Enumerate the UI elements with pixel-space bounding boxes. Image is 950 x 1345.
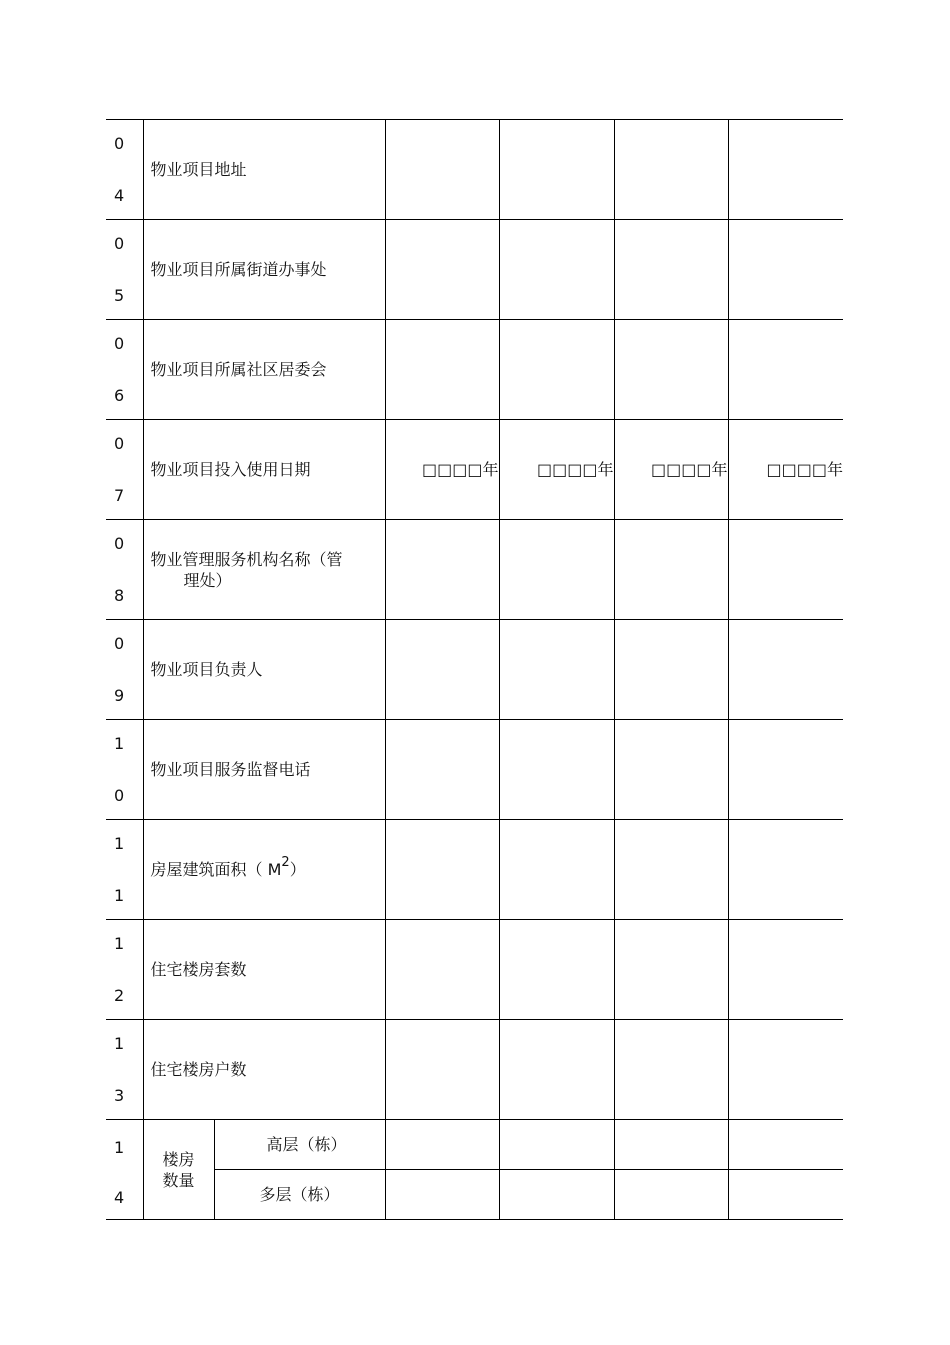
field-label-community-committee: 物业项目所属社区居委会 <box>143 320 385 420</box>
value-cell[interactable] <box>499 1020 614 1120</box>
value-cell[interactable] <box>614 320 728 420</box>
value-cell[interactable] <box>614 120 728 220</box>
field-label-residential-units: 住宅楼房套数 <box>143 920 385 1020</box>
value-cell[interactable] <box>385 920 499 1020</box>
table-row <box>106 1120 843 1170</box>
value-cell[interactable] <box>499 920 614 1020</box>
value-cell[interactable] <box>614 1170 728 1220</box>
row-number <box>106 1020 143 1120</box>
row-number <box>106 420 143 520</box>
date-value-cell[interactable]: □□□□年 <box>499 420 614 520</box>
value-cell[interactable] <box>499 520 614 620</box>
value-cell[interactable] <box>499 620 614 720</box>
value-cell[interactable] <box>385 820 499 920</box>
row-number-digit: 6 <box>114 386 125 405</box>
sub-label-high-rise <box>214 1120 385 1170</box>
row-number-digit: 1 <box>114 886 125 905</box>
row-number <box>106 520 143 620</box>
value-cell[interactable] <box>728 620 843 720</box>
table-row <box>106 820 843 920</box>
date-value-cell[interactable]: □□□□年 <box>385 420 499 520</box>
sub-label-multi-storey <box>214 1170 385 1220</box>
value-cell[interactable] <box>728 820 843 920</box>
value-cell[interactable] <box>385 720 499 820</box>
group-label-line-2: 数量 <box>162 1170 195 1190</box>
value-cell[interactable] <box>385 520 499 620</box>
row-number-digit: 0 <box>114 434 125 453</box>
row-number-digit: 3 <box>114 1086 125 1105</box>
value-cell[interactable] <box>499 320 614 420</box>
table-row <box>106 1170 843 1220</box>
row-number-digit: 1 <box>114 734 125 753</box>
value-cell[interactable] <box>614 820 728 920</box>
value-cell[interactable] <box>728 320 843 420</box>
label-line-2: 理处） <box>183 570 232 590</box>
row-number-digit: 4 <box>114 1188 125 1207</box>
table-row <box>106 920 843 1020</box>
table-row <box>106 720 843 820</box>
row-number-digit: 2 <box>114 986 125 1005</box>
date-value-cell[interactable]: □□□□年 <box>614 420 728 520</box>
value-cell[interactable] <box>728 120 843 220</box>
row-number-digit: 1 <box>114 1138 125 1157</box>
row-number-digit: 1 <box>114 934 125 953</box>
value-cell[interactable] <box>499 1170 614 1220</box>
table-row <box>106 120 843 220</box>
value-cell[interactable] <box>728 1120 843 1170</box>
table-row <box>106 620 843 720</box>
value-cell[interactable] <box>614 1020 728 1120</box>
field-label-address: 物业项目地址 <box>143 120 385 220</box>
label-text: 房屋建筑面积（ M <box>150 860 282 879</box>
value-cell[interactable] <box>385 1120 499 1170</box>
row-number-digit: 0 <box>114 634 125 653</box>
field-label-subdistrict-office: 物业项目所属街道办事处 <box>143 220 385 320</box>
value-cell[interactable] <box>614 920 728 1020</box>
value-cell[interactable] <box>614 1120 728 1170</box>
value-cell[interactable] <box>385 1020 499 1120</box>
value-cell[interactable] <box>614 220 728 320</box>
label-superscript: 2 <box>281 855 290 870</box>
value-cell[interactable] <box>728 720 843 820</box>
value-cell[interactable] <box>385 220 499 320</box>
group-label-line-1: 楼房 <box>162 1149 195 1169</box>
label-suffix: ） <box>289 860 306 879</box>
table-row <box>106 320 843 420</box>
table-row <box>106 520 843 620</box>
field-label-floor-area <box>143 820 385 920</box>
value-cell[interactable] <box>614 620 728 720</box>
value-cell[interactable] <box>499 120 614 220</box>
field-label-management-office <box>143 520 385 620</box>
value-cell[interactable] <box>614 520 728 620</box>
row-number-digit: 1 <box>114 834 125 853</box>
row-number-digit: 5 <box>114 286 125 305</box>
value-cell[interactable] <box>385 620 499 720</box>
row-number-digit: 1 <box>114 1034 125 1053</box>
property-info-table <box>106 119 843 1220</box>
value-cell[interactable] <box>499 220 614 320</box>
value-cell[interactable] <box>614 720 728 820</box>
row-number <box>106 320 143 420</box>
field-label-supervision-phone: 物业项目服务监督电话 <box>143 720 385 820</box>
row-number-digit: 9 <box>114 686 125 705</box>
row-number-digit: 0 <box>114 234 125 253</box>
value-cell[interactable] <box>385 320 499 420</box>
building-count-group-label <box>143 1120 214 1220</box>
row-number-digit: 8 <box>114 586 125 605</box>
row-number <box>106 1120 143 1220</box>
sub-label-text: 多层（栋） <box>259 1185 340 1204</box>
row-number <box>106 620 143 720</box>
value-cell[interactable] <box>499 820 614 920</box>
row-number <box>106 820 143 920</box>
value-cell[interactable] <box>728 1170 843 1220</box>
row-number-digit: 0 <box>114 334 125 353</box>
value-cell[interactable] <box>385 120 499 220</box>
value-cell[interactable] <box>499 720 614 820</box>
row-number <box>106 920 143 1020</box>
row-number <box>106 220 143 320</box>
table-row <box>106 1020 843 1120</box>
table-row <box>106 220 843 320</box>
row-number-digit: 0 <box>114 534 125 553</box>
row-number <box>106 120 143 220</box>
label-line-1: 物业管理服务机构名称（管 <box>150 549 343 569</box>
row-number-digit: 7 <box>114 486 125 505</box>
row-number-digit: 0 <box>114 786 125 805</box>
value-cell[interactable] <box>385 1170 499 1220</box>
date-value-cell[interactable]: □□□□年 <box>728 420 843 520</box>
row-number <box>106 720 143 820</box>
field-label-project-manager: 物业项目负责人 <box>143 620 385 720</box>
row-number-digit: 0 <box>114 134 125 153</box>
sub-label-text: 高层（栋） <box>266 1135 347 1154</box>
row-number-digit: 4 <box>114 186 125 205</box>
value-cell[interactable] <box>728 520 843 620</box>
table-row <box>106 420 843 520</box>
value-cell[interactable] <box>728 1020 843 1120</box>
value-cell[interactable] <box>499 1120 614 1170</box>
field-label-in-use-date: 物业项目投入使用日期 <box>143 420 385 520</box>
value-cell[interactable] <box>728 920 843 1020</box>
field-label-households: 住宅楼房户数 <box>143 1020 385 1120</box>
value-cell[interactable] <box>728 220 843 320</box>
